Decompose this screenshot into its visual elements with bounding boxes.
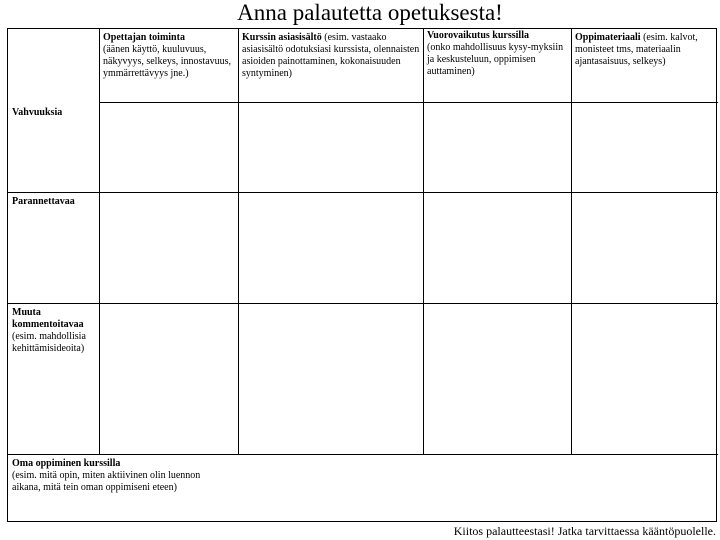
page-title: Anna palautetta opetuksesta! (237, 0, 503, 25)
row-header-detail: (esim. mahdollisia kehittämisideoita) (12, 331, 86, 354)
row-divider (99, 102, 718, 103)
column-header-material (575, 32, 713, 68)
column-header-detail: (esim. vastaako asiasisältö odotuksiasi kurssista, olennaisten asioiden painottaminen, kokonaisuuden syntyminen) (242, 32, 420, 79)
column-header-title: Vuorovaikutus kurssilla (427, 30, 529, 41)
column-divider (423, 29, 424, 454)
own-learning-section (12, 458, 212, 494)
column-header-detail: (onko mahdollisuus kysy-myksiin ja keskusteluun, oppimisen auttaminen) (427, 42, 564, 77)
column-divider (238, 29, 239, 454)
column-header-title: Opettajan toiminta (103, 32, 185, 43)
column-divider (571, 29, 572, 454)
row-divider (8, 192, 718, 193)
own-learning-title: Oma oppiminen kurssilla (12, 458, 121, 469)
column-header-content (242, 32, 422, 80)
row-header-title: Vahvuuksia (12, 107, 63, 118)
own-learning-detail: (esim. mitä opin, miten aktiivinen olin luennon aikana, mitä tein oman oppimiseni eteen) (12, 470, 201, 493)
row-header-other-comments (12, 307, 98, 355)
column-header-title: Kurssin asiasisältö (242, 32, 322, 43)
column-header-detail: (esim. kalvot, monisteet tms, materiaalin ajantasaisuus, selkeys) (575, 32, 698, 67)
row-divider (8, 454, 718, 455)
column-header-title: Oppimateriaali (575, 32, 641, 43)
column-divider (99, 29, 100, 454)
row-header-strengths (12, 107, 96, 119)
row-header-title: Parannettavaa (12, 196, 75, 207)
footer-note: Kiitos palautteestasi! Jatka tarvittaessa kääntöpuolelle. (453, 524, 716, 538)
column-header-detail: (äänen käyttö, kuuluvuus, näkyvyys, selkeys, innostavuus, ymmärrettävyys jne.) (103, 44, 232, 79)
row-header-improvements (12, 196, 96, 208)
column-header-teacher (103, 32, 237, 80)
row-divider (8, 303, 718, 304)
column-header-interaction (427, 30, 567, 78)
row-header-title: Muuta kommentoitavaa (12, 307, 84, 330)
feedback-table (7, 28, 717, 522)
